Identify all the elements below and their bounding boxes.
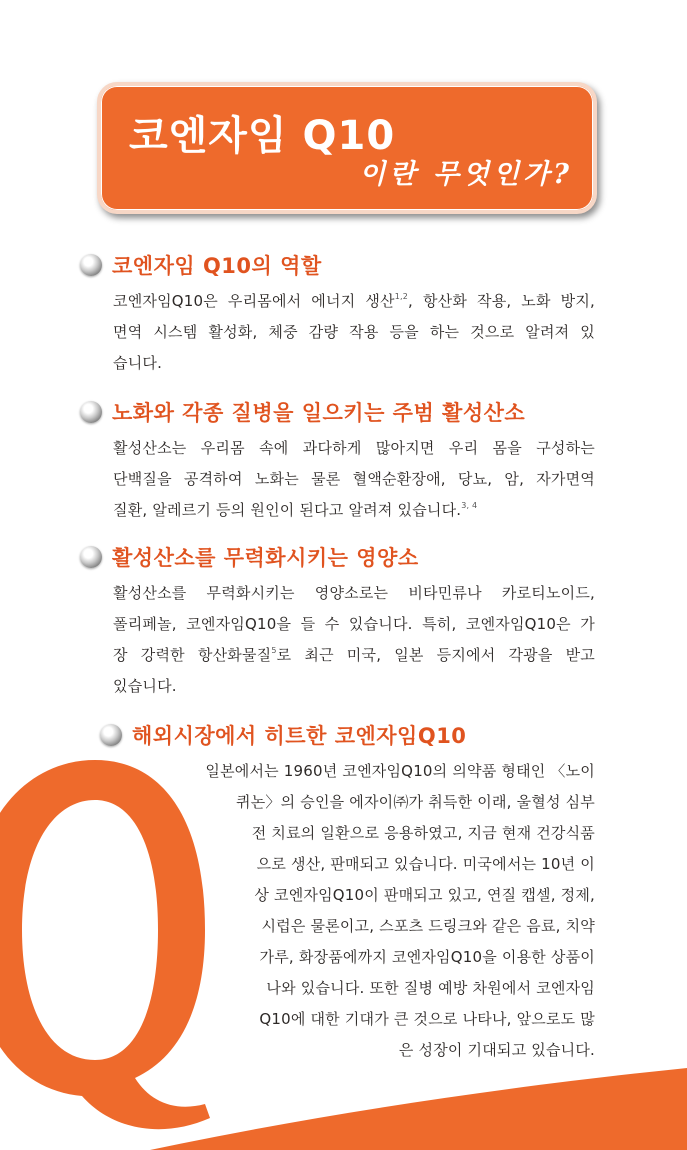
text-line: 단백질을 공격하여 노화는 물론 혈액순환장애, 당뇨, 암, 자가면역 (113, 470, 595, 488)
text-span: 코엔자임Q10은 우리몸에서 에너지 생산 (113, 292, 395, 310)
text-span: 질환, 알레르기 등의 원인이 된다고 알려져 있습니다. (113, 501, 462, 519)
footnote-ref: 3, 4 (461, 501, 478, 510)
bullet-icon (80, 546, 102, 568)
text-line: Q10에 대한 기대가 큰 것으로 나타나, 앞으로도 많 (259, 1010, 595, 1028)
bottom-swoosh (150, 1068, 687, 1150)
section-heading-text: 활성산소를 무력화시키는 영양소 (112, 546, 419, 570)
text-line: 면역 시스템 활성화, 체중 감량 작용 등을 하는 것으로 알려져 있 (113, 323, 595, 341)
section-body (113, 578, 595, 702)
text-line (113, 286, 595, 317)
section-heading-text: 코엔자임 Q10의 역할 (112, 254, 322, 278)
text-line: 습니다. (113, 354, 163, 372)
text-line: 상 코엔자임Q10이 판매되고 있고, 연질 캡셀, 정제, (254, 886, 595, 904)
text-span: 장 강력한 항산화물질 (113, 646, 272, 664)
text-span: 로 최근 미국, 일본 등지에서 각광을 받고 (276, 646, 595, 664)
section-body (113, 286, 595, 379)
text-line: 으로 생산, 판매되고 있습니다. 미국에서는 10년 이 (256, 855, 595, 873)
bullet-icon (100, 724, 122, 746)
text-line: 퀴논〉의 승인을 에자이㈜가 취득한 이래, 울혈성 심부 (236, 793, 595, 811)
section-role (80, 248, 595, 379)
bullet-icon (80, 401, 102, 423)
text-line: 가루, 화장품에까지 코엔자임Q10을 이용한 상품이 (259, 948, 595, 966)
text-line: 은 성장이 기대되고 있습니다. (398, 1041, 595, 1059)
section-heading (100, 718, 595, 752)
text-line: 활성산소는 우리몸 속에 과다하게 많아지면 우리 몸을 구성하는 (113, 439, 595, 457)
section-free-radicals (80, 395, 595, 526)
text-line: 폴리페놀, 코엔자임Q10을 들 수 있습니다. 특히, 코엔자임Q10은 가 (113, 615, 595, 633)
page-subtitle: 이란 무엇인가? (359, 159, 573, 190)
section-heading-text: 노화와 각종 질병을 일으키는 주범 활성산소 (112, 401, 526, 425)
section-heading (80, 395, 595, 429)
text-line: 전 치료의 일환으로 응용하였고, 지금 현재 건강식품 (251, 824, 595, 842)
section-overseas-market (100, 718, 595, 1066)
footnote-ref: 1,2 (394, 292, 409, 301)
section-nutrients (80, 540, 595, 702)
section-heading (80, 540, 595, 574)
section-body (113, 433, 595, 526)
text-line (113, 640, 595, 671)
text-line: 일본에서는 1960년 코엔자임Q10의 의약품 형태인 〈노이 (205, 762, 595, 780)
text-line (113, 495, 595, 526)
page-title: 코엔자임 Q10 (129, 113, 396, 159)
text-line: 나와 있습니다. 또한 질병 예방 차원에서 코엔자임 (266, 979, 595, 997)
text-line: 있습니다. (113, 677, 177, 695)
section-body (100, 756, 595, 1066)
text-span: , 항산화 작용, 노화 방지, (408, 292, 595, 310)
text-line: 시럽은 물론이고, 스포츠 드링크와 같은 음료, 치약 (261, 917, 595, 935)
text-line: 활성산소를 무력화시키는 영양소로는 비타민류나 카로티노이드, (113, 584, 595, 602)
section-heading-text: 해외시장에서 히트한 코엔자임Q10 (132, 724, 467, 748)
section-heading (80, 248, 595, 282)
bullet-icon (80, 254, 102, 276)
title-box (97, 82, 597, 214)
footnote-ref: 5 (271, 646, 277, 655)
